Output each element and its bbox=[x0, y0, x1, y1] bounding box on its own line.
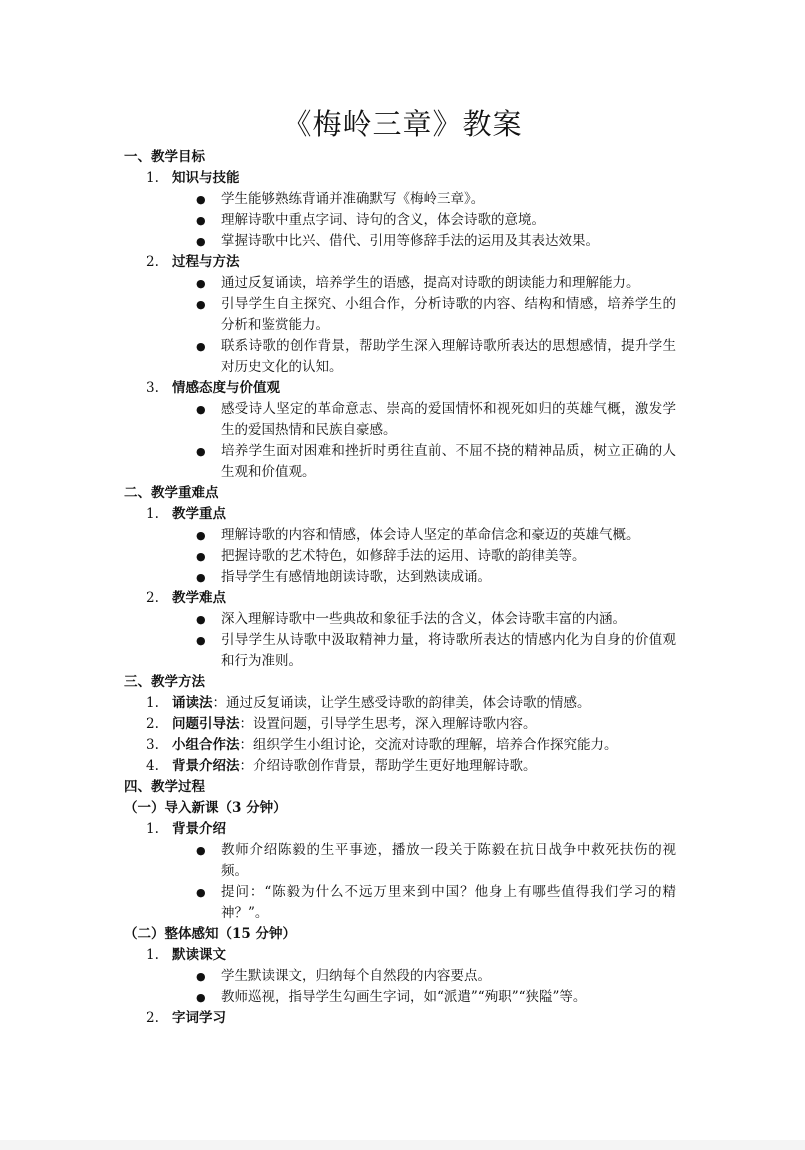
item-label: 默读课文 bbox=[172, 947, 226, 963]
method-item bbox=[0, 693, 805, 714]
bullet-dot-icon: ● bbox=[196, 277, 206, 290]
bullet-item bbox=[0, 546, 676, 567]
item-label: 过程与方法 bbox=[172, 254, 240, 270]
section-heading: 三、教学方法 bbox=[124, 674, 205, 690]
item-number: 1. bbox=[146, 506, 159, 522]
subsection-heading: （一）导入新课（3 分钟） bbox=[124, 800, 287, 816]
method-label: 问题引导法 bbox=[172, 716, 240, 732]
bullet-item bbox=[0, 609, 676, 630]
method-item bbox=[0, 714, 805, 735]
bullet-item bbox=[0, 567, 676, 588]
bullet-item bbox=[0, 840, 676, 882]
bullet-item bbox=[0, 987, 676, 1008]
bullet-dot-icon: ● bbox=[196, 529, 206, 542]
bullet-text: 指导学生有感情地朗读诗歌，达到熟读成诵。 bbox=[221, 569, 491, 585]
bullet-dot-icon: ● bbox=[196, 991, 206, 1004]
method-label: 背景介绍法 bbox=[172, 758, 240, 774]
method-item bbox=[0, 735, 805, 756]
item-label: 情感态度与价值观 bbox=[172, 380, 280, 396]
numbered-item bbox=[0, 378, 805, 399]
bullet-text: 深入理解诗歌中一些典故和象征手法的含义，体会诗歌丰富的内涵。 bbox=[221, 611, 626, 627]
bullet-text: 通过反复诵读，培养学生的语感，提高对诗歌的朗读能力和理解能力。 bbox=[221, 275, 640, 291]
item-number: 2. bbox=[146, 254, 159, 270]
numbered-item bbox=[0, 252, 805, 273]
item-label: 教学重点 bbox=[172, 506, 226, 522]
bullet-text: 把握诗歌的艺术特色，如修辞手法的运用、诗歌的韵律美等。 bbox=[221, 548, 586, 564]
item-number: 3. bbox=[146, 737, 159, 753]
bullet-item bbox=[0, 525, 676, 546]
bullet-item bbox=[0, 294, 676, 336]
bullet-dot-icon: ● bbox=[196, 214, 206, 227]
section-heading: 四、教学过程 bbox=[124, 779, 205, 795]
numbered-item bbox=[0, 945, 805, 966]
bullet-item bbox=[0, 441, 676, 483]
method-text: ：组织学生小组讨论，交流对诗歌的理解，培养合作探究能力。 bbox=[239, 737, 618, 753]
bullet-text: 联系诗歌的创作背景，帮助学生深入理解诗歌所表达的思想感情，提升学生对历史文化的认知。 bbox=[221, 338, 676, 375]
bullet-text: 理解诗歌的内容和情感，体会诗人坚定的革命信念和豪迈的英雄气概。 bbox=[221, 527, 640, 543]
item-label: 字词学习 bbox=[172, 1010, 226, 1026]
bullet-dot-icon: ● bbox=[196, 634, 206, 647]
item-label: 知识与技能 bbox=[172, 170, 240, 186]
bullet-text: 教师巡视，指导学生勾画生字词，如“派遣”“殉职”“狭隘”等。 bbox=[221, 989, 587, 1005]
numbered-item bbox=[0, 588, 805, 609]
document-body bbox=[0, 147, 805, 1029]
bullet-item bbox=[0, 882, 676, 924]
item-number: 1. bbox=[146, 170, 159, 186]
bullet-text: 引导学生自主探究、小组合作，分析诗歌的内容、结构和情感，培养学生的分析和鉴赏能力。 bbox=[221, 296, 676, 333]
bullet-item bbox=[0, 231, 676, 252]
bullet-dot-icon: ● bbox=[196, 445, 206, 458]
method-text: ：通过反复诵读，让学生感受诗歌的韵律美，体会诗歌的情感。 bbox=[212, 695, 591, 711]
bullet-text: 学生默读课文，归纳每个自然段的内容要点。 bbox=[221, 968, 491, 984]
item-number: 4. bbox=[146, 758, 159, 774]
bullet-text: 引导学生从诗歌中汲取精神力量，将诗歌所表达的情感内化为自身的价值观和行为准则。 bbox=[221, 632, 676, 669]
item-label: 教学难点 bbox=[172, 590, 226, 606]
bullet-dot-icon: ● bbox=[196, 340, 206, 353]
numbered-item bbox=[0, 1008, 805, 1029]
item-number: 2. bbox=[146, 1010, 159, 1026]
bullet-item bbox=[0, 336, 676, 378]
bullet-text: 理解诗歌中重点字词、诗句的含义，体会诗歌的意境。 bbox=[221, 212, 545, 228]
bullet-dot-icon: ● bbox=[196, 403, 206, 416]
bullet-item bbox=[0, 966, 676, 987]
bullet-item bbox=[0, 630, 676, 672]
bullet-text: 提问：“陈毅为什么不远万里来到中国？他身上有哪些值得我们学习的精神？”。 bbox=[221, 884, 676, 921]
bullet-item bbox=[0, 273, 676, 294]
method-text: ：介绍诗歌创作背景，帮助学生更好地理解诗歌。 bbox=[239, 758, 537, 774]
bullet-dot-icon: ● bbox=[196, 550, 206, 563]
bullet-dot-icon: ● bbox=[196, 844, 206, 857]
method-label: 小组合作法 bbox=[172, 737, 240, 753]
bullet-dot-icon: ● bbox=[196, 193, 206, 206]
bullet-text: 培养学生面对困难和挫折时勇往直前、不屈不挠的精神品质，树立正确的人生观和价值观。 bbox=[221, 443, 676, 480]
bullet-dot-icon: ● bbox=[196, 970, 206, 983]
bullet-item bbox=[0, 210, 676, 231]
item-number: 2. bbox=[146, 590, 159, 606]
bullet-text: 掌握诗歌中比兴、借代、引用等修辞手法的运用及其表达效果。 bbox=[221, 233, 599, 249]
section-heading: 二、教学重难点 bbox=[124, 485, 219, 501]
section-heading: 一、教学目标 bbox=[124, 149, 205, 165]
subsection-heading: （二）整体感知（15 分钟） bbox=[124, 926, 296, 942]
bullet-text: 感受诗人坚定的革命意志、崇高的爱国情怀和视死如归的英雄气概，激发学生的爱国热情和民族自豪感。 bbox=[221, 401, 676, 438]
method-text: ：设置问题，引导学生思考，深入理解诗歌内容。 bbox=[239, 716, 537, 732]
numbered-item bbox=[0, 504, 805, 525]
item-number: 1. bbox=[146, 821, 159, 837]
item-number: 1. bbox=[146, 947, 159, 963]
bullet-item bbox=[0, 189, 676, 210]
bullet-item bbox=[0, 399, 676, 441]
bullet-text: 学生能够熟练背诵并准确默写《梅岭三章》。 bbox=[221, 191, 485, 207]
bullet-dot-icon: ● bbox=[196, 613, 206, 626]
item-number: 1. bbox=[146, 695, 159, 711]
numbered-item bbox=[0, 168, 805, 189]
item-number: 2. bbox=[146, 716, 159, 732]
item-label: 背景介绍 bbox=[172, 821, 226, 837]
bullet-dot-icon: ● bbox=[196, 235, 206, 248]
item-number: 3. bbox=[146, 380, 159, 396]
method-item bbox=[0, 756, 805, 777]
numbered-item bbox=[0, 819, 805, 840]
bullet-dot-icon: ● bbox=[196, 298, 206, 311]
bullet-dot-icon: ● bbox=[196, 886, 206, 899]
bullet-text: 教师介绍陈毅的生平事迹，播放一段关于陈毅在抗日战争中救死扶伤的视频。 bbox=[221, 842, 676, 879]
method-label: 诵读法 bbox=[172, 695, 213, 711]
page-title: 《梅岭三章》教案 bbox=[282, 107, 523, 141]
bullet-dot-icon: ● bbox=[196, 571, 206, 584]
